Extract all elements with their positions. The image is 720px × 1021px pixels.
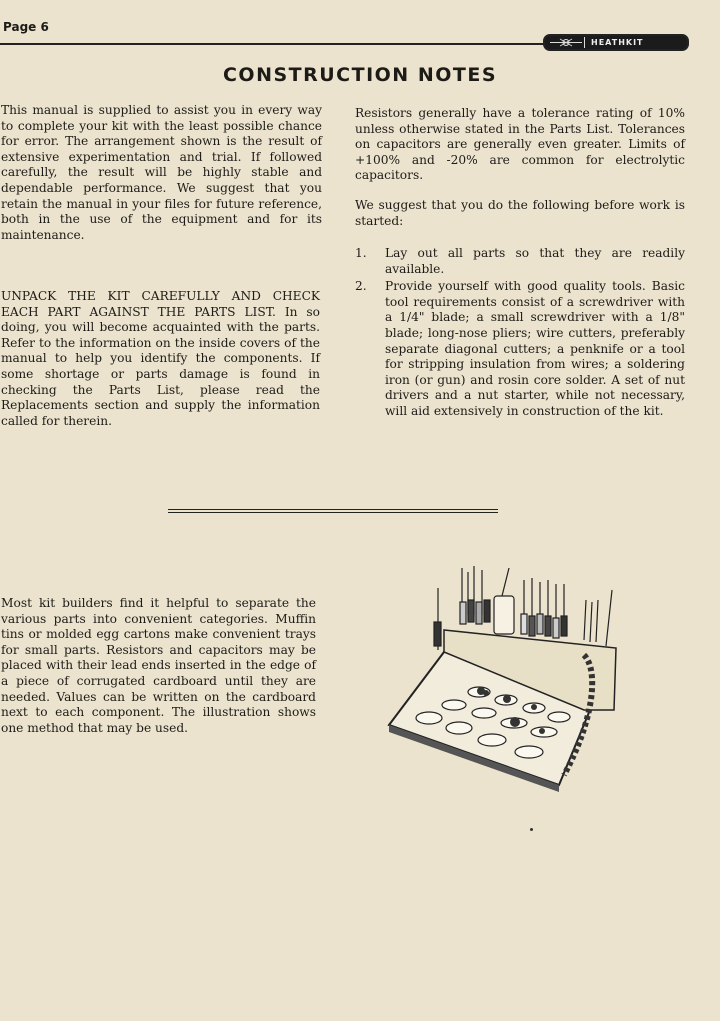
brand-name: HEATHKIT [591,38,644,47]
list-item [355,246,685,277]
brand-logo [543,34,689,51]
intro-paragraph: This manual is supplied to assist you in every way to complete your kit with the least possible chance for error. The arrangement shown is the result of extensive experimentation and trial. If followed carefully, the result will be highly stable and dependable performance. We suggest that you retain the manual in your files for future reference, both in the use of the equipment and for its maintenance. [1,103,322,242]
section-divider [168,509,498,513]
step-number: 2. [355,279,367,294]
kit-builders-paragraph: Most kit builders find it helpful to separate the various parts into convenient categories. Muffin tins or molded egg cartons make convenient trays for small parts. Resistors and capacitors may be placed with their lead ends inserted in the edge of a piece of corrugated cardboard until they are needed. Values can be written on the cardboard next to each component. The illustration shows one method that may be used. [1,596,316,735]
suggest-paragraph: We suggest that you do the following before work is started: [355,198,685,228]
parts-tray-illustration [384,560,624,795]
speck [530,828,533,831]
step-text: Lay out all parts so that they are readily available. [385,246,685,276]
logo-emblem-icon [548,37,585,48]
step-text: Provide yourself with good quality tools. Basic tool requirements consist of a screwdriver with a 1/4" blade; a small screwdriver with a 1/8" blade; long-nose pliers; wire cutters, preferably separate diagonal cutters; a penknife or a tool for stripping insulation from wires; a soldering iron (or gun) and rosin core solder. A set of nut drivers and a nut starter, while not necessary, will aid extensively in construction of the kit. [385,279,685,418]
list-item [355,279,685,419]
unpack-paragraph: UNPACK THE KIT CAREFULLY AND CHECK EACH PART AGAINST THE PARTS LIST. In so doing, you will become acquainted with the parts. Refer to the information on the inside covers of the manual to help you identify the components. If some shortage or parts damage is found in checking the Parts List, please read the Replacements section and supply the information called for therein. [1,289,320,428]
step-number: 1. [355,246,367,260]
header-rule [0,43,548,45]
resistors-paragraph: Resistors generally have a tolerance rating of 10% unless otherwise stated in the Parts List. Tolerances on capacitors are generally even greater. Limits of +100% and -20% are common for electrolytic capacitors. [355,106,685,183]
steps-list [355,246,685,422]
page-title: CONSTRUCTION NOTES [222,64,498,86]
page-number: Page 6 [3,20,49,34]
